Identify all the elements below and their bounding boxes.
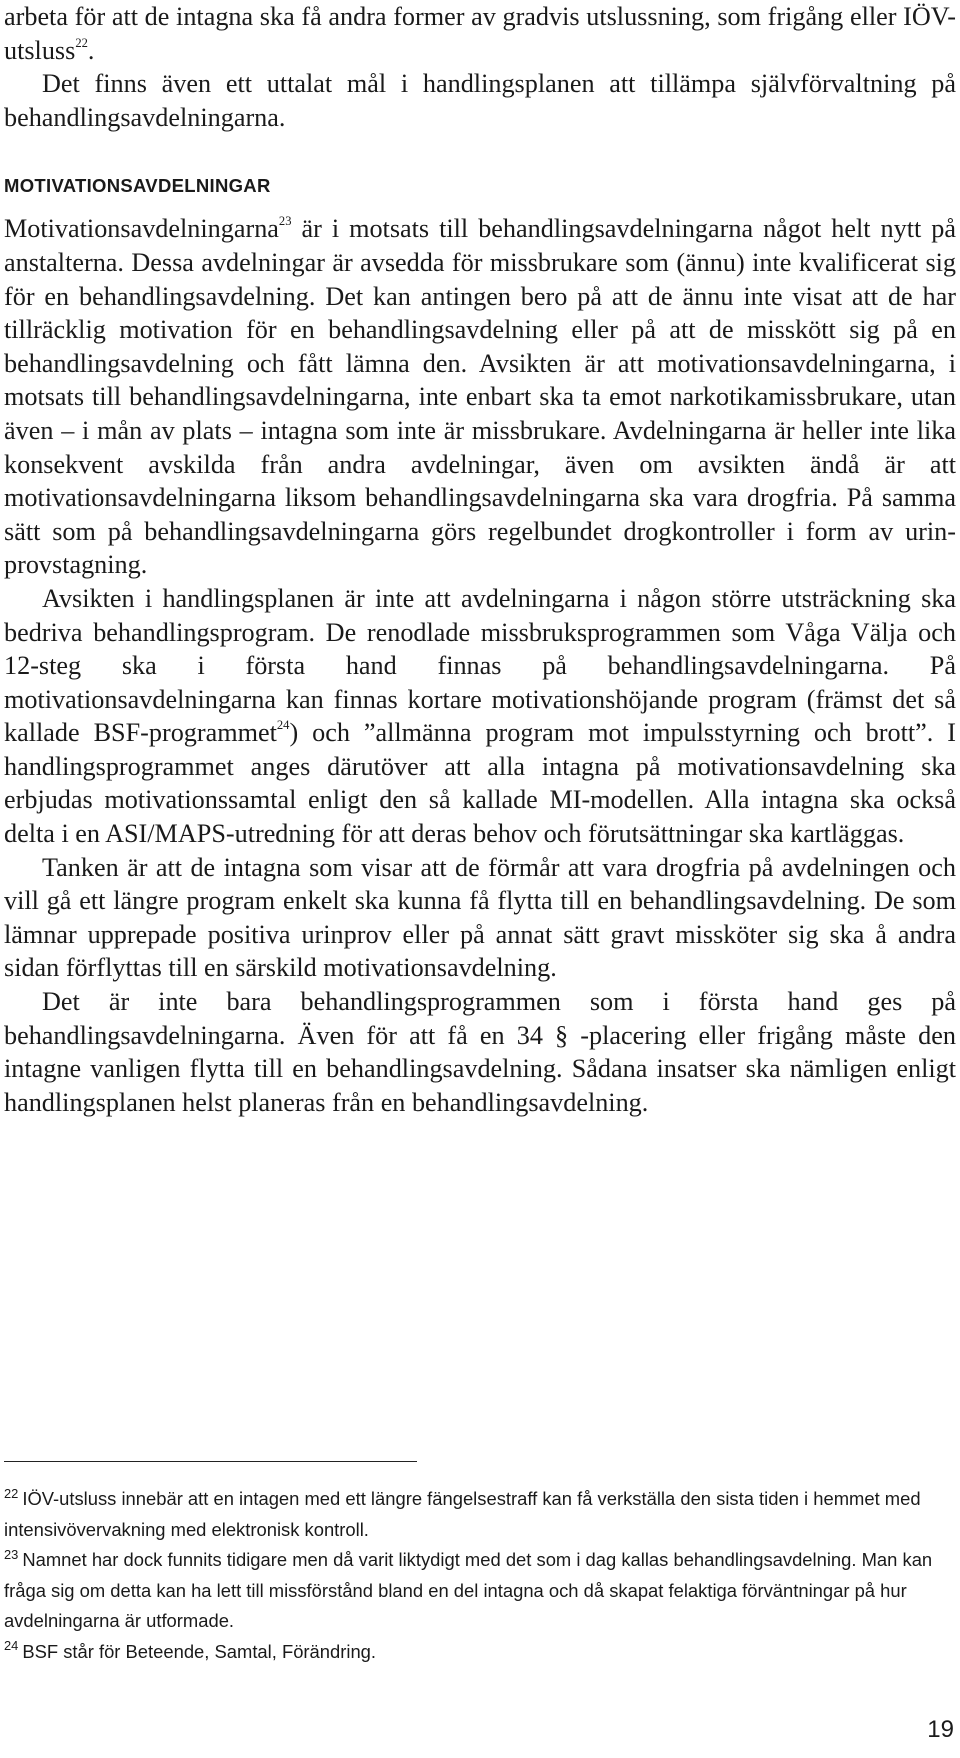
intro-paragraph-1: arbeta för att de intagna ska få andra former av gradvis utslussning, som frigång eller IÖV-utsluss$^{22}$. (4, 2, 956, 65)
intro-paragraph-2: Det finns även ett uttalat mål i handlingsplanen att tillämpa självförvaltning på behandlingsavdelningarna. (4, 69, 956, 132)
footnote-24: $^{24}$ BSF står för Beteende, Samtal, Förändring. (4, 1638, 377, 1662)
footnote-22: $^{22}$ IÖV-utsluss innebär att en intagen med ett längre fängelsestraff kan få verkställa den sista tiden i hemmet med intensivövervakning med elektronisk kontroll. (4, 1485, 921, 1540)
footnote-number: 23 (4, 1546, 19, 1562)
section-paragraph-4: Det är inte bara behandlingsprogrammen som i första hand ges på behandlingsavdelningarna. Även för att få en 34 § -placering eller frigång måste den intagne vanligen flytta till en behandlingsavdelning. Sådana insatser ska nämligen enligt handlingsplanen helst planeras från en behandlingsavdelning. (4, 987, 956, 1117)
body-text (4, 0, 956, 1119)
section-paragraph-1: Motivationsavdelningarna$^{23}$ är i motsats till behandlingsavdelningarna något helt nytt på anstalterna. Dessa avdelningar är avsedda för missbrukare som (ännu) inte kvalificerat sig för en behandlingsavdelning. Det kan antingen bero på att de ännu inte visat att de har tillräcklig motivation för en behandlingsavdelning eller på att de misskött sig på en behandlingsavdelning och fått lämna den. Avsikten är att motivationsavdelningarna, i motsats till behandlingsavdelningarna, inte enbart ska ta emot narkotikamissbrukare, utan även – i mån av plats – intagna som inte är missbrukare. Avdelningarna är heller inte lika konsekvent avskilda från andra avdelningar, även om avsikten ändå är att motivationsavdelningarna liksom behandlingsavdelningarna ska vara drogfria. På samma sätt som på behandlingsavdelningarna görs regelbundet drogkontroller i form av urinprovstagning. (4, 214, 956, 580)
footnote-ref-23[interactable]: 23 (278, 214, 292, 229)
page-number: 19 (927, 1716, 954, 1743)
footnote-ref-24[interactable]: 24 (276, 718, 290, 733)
footnote-ref-22[interactable]: 22 (75, 35, 88, 50)
section-heading: MOTIVATIONSAVDELNINGAR (4, 175, 271, 197)
footnote-divider (4, 1461, 417, 1462)
section-paragraph-3: Tanken är att de intagna som visar att de förmår att vara drogfria på avdelningen och vill gå ett längre program enkelt ska kunna få flytta till en behandlingsavdelning. De som lämnar upprepade positiva urinprov eller på annat sätt gravt missköter sig ska å andra sidan förflyttas till en särskild motivationsavdelning. (4, 852, 956, 983)
footnote-23: $^{23}$ Namnet har dock funnits tidigare men då varit liktydigt med det som i dag kallas behandlingsavdelning. Man kan fråga sig om detta kan ha lett till missförstånd bland en del intagna och då skapat felaktiga förväntningar på hur avdelningarna är utformade. (4, 1546, 933, 1631)
footnotes (4, 1484, 956, 1667)
section-paragraph-2: Avsikten i handlingsplanen är inte att avdelningarna i någon större utsträckning ska bedriva behandlingsprogram. De renodlade missbruksprogrammen som Våga Välja och 12-steg ska i första hand finnas på behandlingsavdelningarna. På motivationsavdelningarna kan finnas kortare motivationshöjande program (främst det så kallade BSF-programmet$^{24}$) och ”allmänna program mot impulsstyrning och brott”. I handlingsprogrammet anges därutöver att alla intagna på motivationsavdelning ska erbjudas motivationssamtal enligt den så kallade MI-modellen. Alla intagna ska också delta i en ASI/MAPS-utredning för att deras behov och förutsättningar ska kartläggas. (4, 583, 956, 849)
footnote-number: 24 (4, 1638, 19, 1654)
footnote-number: 22 (4, 1485, 19, 1501)
